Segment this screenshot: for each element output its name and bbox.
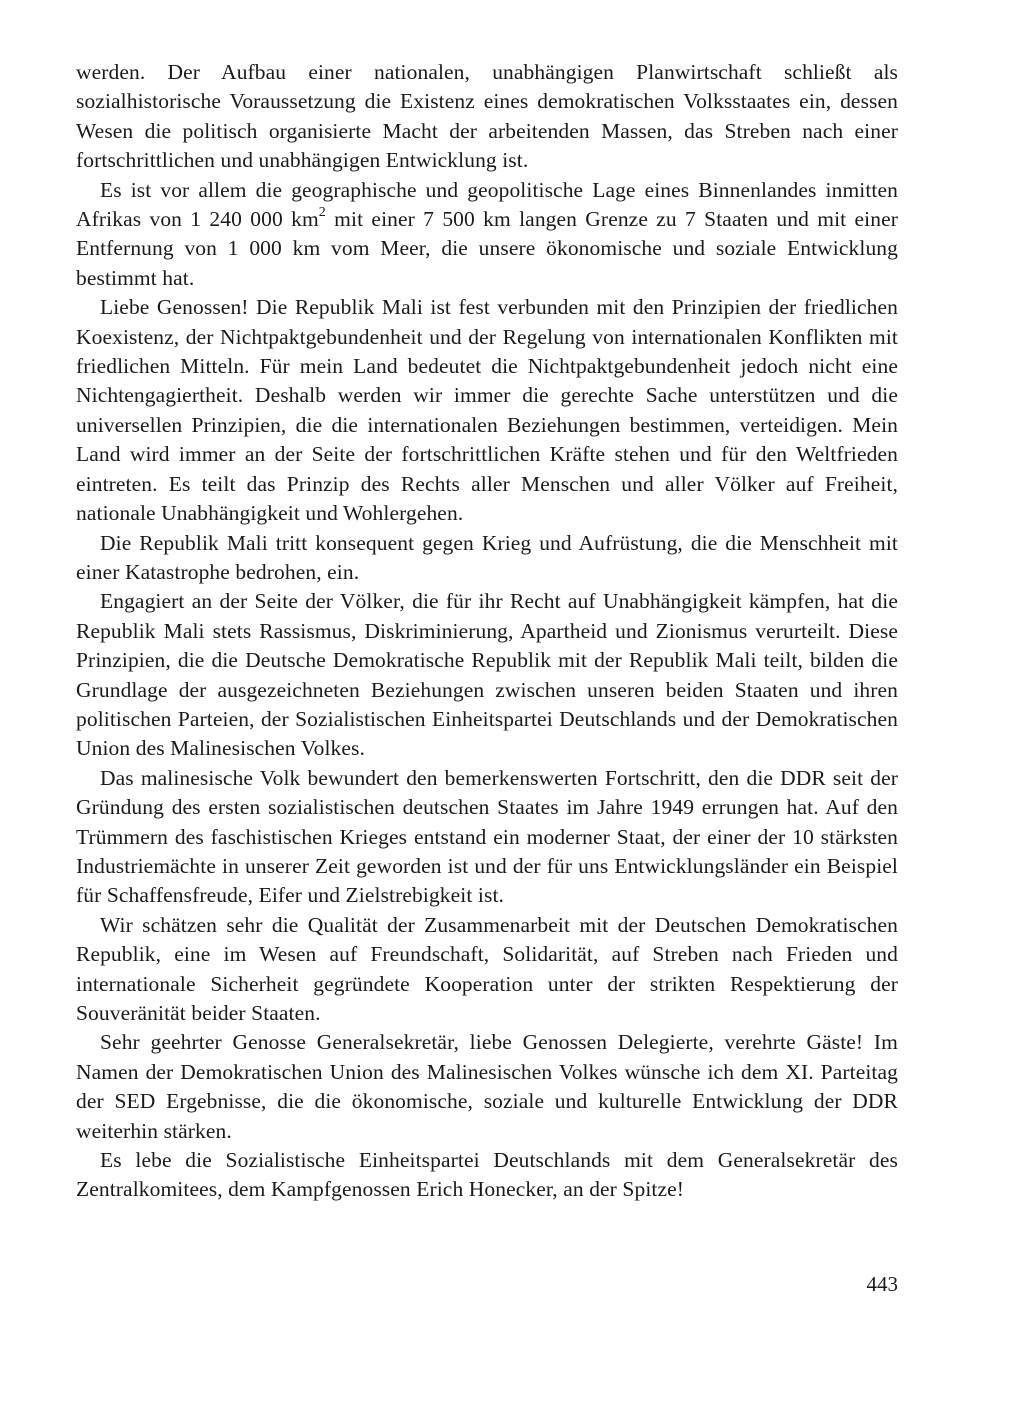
paragraph-1: werden. Der Aufbau einer nationalen, unabhängigen Planwirtschaft schließt als sozialhistorische Voraussetzung die Existenz eines demokratischen Volksstaates ein, dessen Wesen die politisch organisierte Macht der arbeitenden Massen, das Streben nach einer fortschrittlichen und unabhängigen Entwicklung ist. — [76, 60, 898, 173]
paragraph-2-head: Es ist vor allem die geographische und geopolitische Lage eines Binnenlandes inmitten Afrikas von 1 240 000 km — [76, 177, 898, 232]
paragraph-8: Sehr geehrter Genosse Generalsekretär, liebe Genossen Delegierte, verehrte Gäste! Im Namen der Demokratischen Union des Malinesischen Volkes wünsche ich dem XI. Parteitag der SED Ergebnisse, die die ökonomische, soziale und kulturelle Entwicklung der DDR weiterhin stärken. — [76, 1030, 898, 1143]
paragraph-2 — [76, 176, 898, 294]
paragraph-9: Es lebe die Sozialistische Einheitspartei Deutschlands mit dem Generalsekretär des Zentralkomitees, dem Kampfgenossen Erich Honecker, an der Spitze! — [76, 1148, 898, 1202]
superscript-squared: 2 — [318, 204, 326, 220]
paragraph-2-tail: mit einer 7 500 km langen Grenze zu 7 Staaten und mit einer Entfernung von 1 000 km vom Meer, die unsere ökonomische und soziale Entwicklung bestimmt hat. — [76, 207, 898, 290]
paragraph-5: Engagiert an der Seite der Völker, die für ihr Recht auf Unabhängigkeit kämpfen, hat die Republik Mali stets Rassismus, Diskriminierung, Apartheid und Zionismus verurteilt. Diese Prinzipien, die die Deutsche Demokratische Republik mit der Republik Mali teilt, bilden die Grundlage der ausgezeichneten Beziehungen zwischen unseren beiden Staaten und ihren politischen Parteien, der Sozialistischen Einheitspartei Deutschlands und der Demokratischen Union des Malinesischen Volkes. — [76, 589, 898, 761]
paragraph-3: Liebe Genossen! Die Republik Mali ist fest verbunden mit den Prinzipien der friedlichen Koexistenz, der Nichtpaktgebundenheit und der Regelung von internationalen Konflikten mit friedlichen Mitteln. Für mein Land bedeutet die Nichtpaktgebundenheit jedoch nicht eine Nichtengagiertheit. Deshalb werden wir immer die gerechte Sache unterstützen und die universellen Prinzipien, die die internationalen Beziehungen bestimmen, verteidigen. Mein Land wird immer an der Seite der fortschrittlichen Kräfte stehen und für den Weltfrieden eintreten. Es teilt das Prinzip des Rechts aller Menschen und aller Völker auf Freiheit, nationale Unabhängigkeit und Wohlergehen. — [76, 295, 898, 526]
paragraph-4: Die Republik Mali tritt konsequent gegen Krieg und Aufrüstung, die die Menschheit mit einer Katastrophe bedrohen, ein. — [76, 530, 898, 584]
body-text — [76, 58, 898, 1205]
paragraph-6: Das malinesische Volk bewundert den bemerkenswerten Fortschritt, den die DDR seit der Gründung des ersten sozialistischen deutschen Staates im Jahre 1949 errungen hat. Auf den Trümmern des faschistischen Krieges entstand ein moderner Staat, der einer der 10 stärksten Industriemächte in unserer Zeit geworden ist und der für uns Entwicklungsländer ein Beispiel für Schaffensfreude, Eifer und Zielstrebigkeit ist. — [76, 765, 898, 908]
page-number: 443 — [866, 1272, 898, 1296]
paragraph-7: Wir schätzen sehr die Qualität der Zusammenarbeit mit der Deutschen Demokratischen Republik, eine im Wesen auf Freundschaft, Solidarität, auf Streben nach Frieden und internationale Sicherheit gegründete Kooperation unter der strikten Respektierung der Souveränität beider Staaten. — [76, 912, 898, 1025]
